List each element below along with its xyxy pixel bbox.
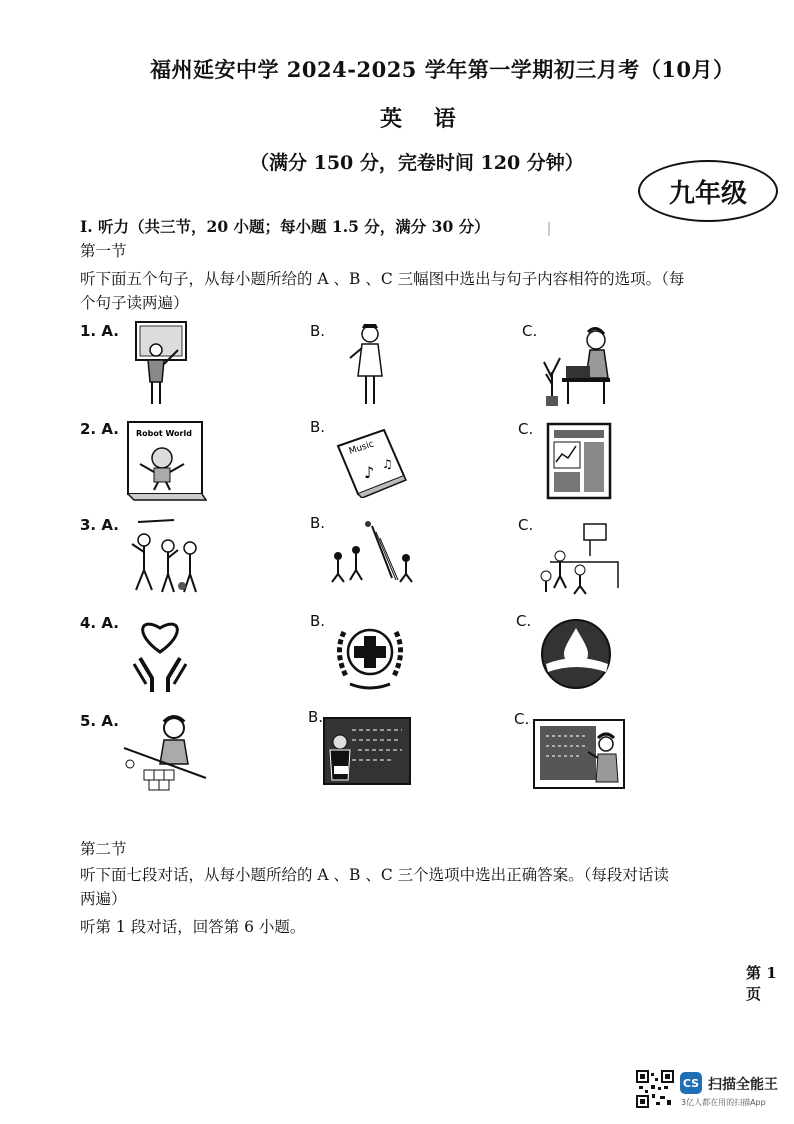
q3-label: 3. A. [80, 516, 119, 534]
dialogue1-instruction: 听第 1 段对话，回答第 6 小题。 [80, 918, 306, 936]
scan-artifact [548, 222, 550, 236]
grade-stamp: 九年级 [638, 160, 778, 222]
q3-option-b: B. [310, 514, 326, 532]
teacher-chalkboard-picture [322, 716, 412, 790]
nurse-picture [344, 320, 392, 410]
q4-option-c: C. [516, 612, 532, 630]
scanner-app-name: 扫描全能王 [708, 1077, 778, 1093]
q4-label: 4. A. [80, 614, 119, 632]
newspaper-picture [546, 422, 614, 502]
scanner-app-tagline: 3亿人都在用的扫描App [681, 1098, 766, 1107]
svg-text:♫: ♫ [382, 457, 393, 471]
music-book-title: Music [347, 439, 376, 457]
q3-option-c: C. [518, 516, 534, 534]
teacher-at-board-picture [128, 320, 190, 408]
q2-option-c: C. [518, 420, 534, 438]
svg-text:♪: ♪ [364, 463, 375, 482]
section1-part: 第一节 [80, 242, 127, 260]
q1-option-b: B. [310, 322, 326, 340]
kids-playing-picture [530, 518, 620, 596]
section2-instruction-cont: 两遍） [80, 890, 127, 908]
q1-label: 1. A. [80, 322, 119, 340]
subject-title: 英 语 [380, 106, 468, 132]
teacher-pointing-picture [532, 718, 626, 790]
robot-book-picture [124, 420, 208, 502]
robot-book-title: Robot World [136, 429, 192, 438]
section-heading: I. 听力（共三节，20 小题；每小题 1.5 分，满分 30 分） [80, 217, 490, 236]
scanner-logo-icon: CS [680, 1072, 702, 1094]
score-note: （满分 150 分，完卷时间 120 分钟） [250, 152, 584, 174]
q5-option-c: C. [514, 710, 530, 728]
exam-title: 福州延安中学 2024-2025 学年第一学期初三月考（10月） [150, 57, 735, 82]
basketball-players-picture [124, 516, 208, 596]
office-worker-picture [542, 322, 620, 408]
section2-part: 第二节 [80, 840, 127, 858]
q5-option-b: B. [308, 708, 324, 726]
red-cross-wreath-icon [330, 612, 410, 694]
water-drop-icon [538, 616, 614, 692]
music-book-picture [334, 426, 408, 498]
qr-code-icon [636, 1070, 674, 1108]
page-number: 第 1 页 [746, 964, 777, 1003]
section2-instruction: 听下面七段对话，从每小题所给的 A 、B 、C 三个选项中选出正确答案。（每段对话读 [80, 866, 669, 884]
q5-label: 5. A. [80, 712, 119, 730]
volleyball-picture [326, 518, 416, 584]
section1-instruction: 听下面五个句子，从每小题所给的 A 、B 、C 三幅图中选出与句子内容相符的选项。（每 [80, 270, 685, 288]
heart-hands-icon [130, 612, 190, 694]
q2-option-b: B. [310, 418, 326, 436]
section1-instruction-cont: 个句子读两遍） [80, 294, 189, 312]
child-building-blocks-picture [120, 712, 210, 796]
q2-label: 2. A. [80, 420, 119, 438]
q1-option-c: C. [522, 322, 538, 340]
q4-option-b: B. [310, 612, 326, 630]
